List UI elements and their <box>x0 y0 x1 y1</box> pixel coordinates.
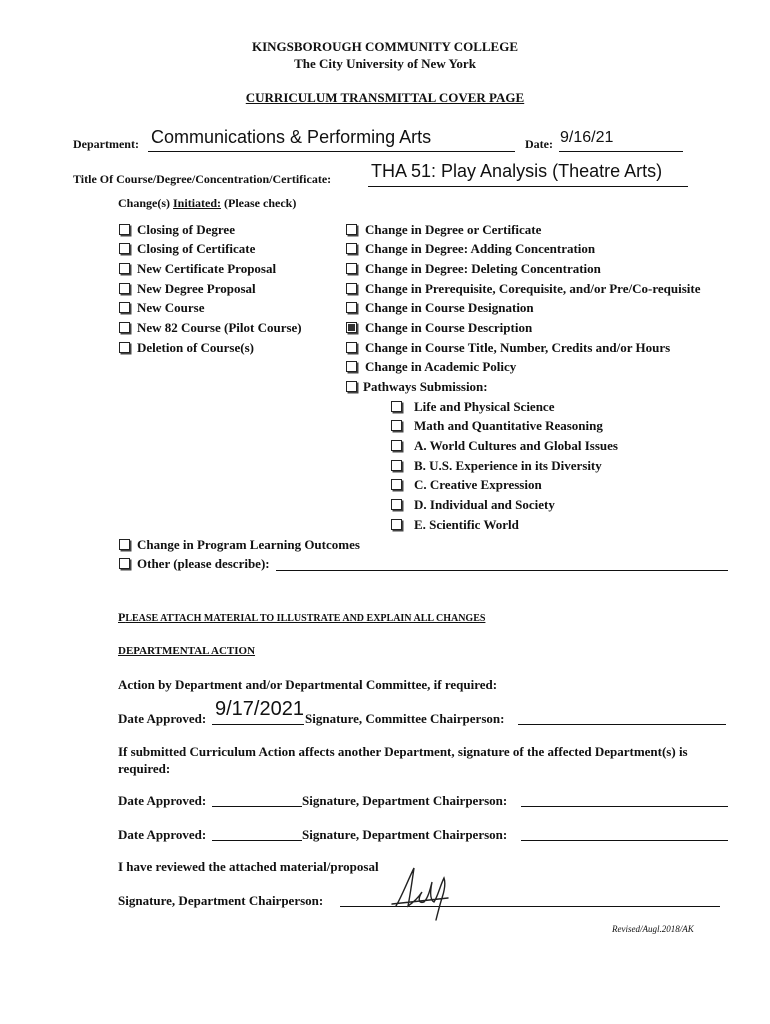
department-label: Department: <box>73 137 139 151</box>
date-label: Date: <box>525 137 553 151</box>
checkbox-scientific-world[interactable] <box>391 519 402 530</box>
course-title-line <box>368 186 688 187</box>
label-new-certificate: New Certificate Proposal <box>137 261 277 276</box>
other-describe-line[interactable] <box>276 570 728 571</box>
college-name: KINGSBOROUGH COMMUNITY COLLEGE <box>251 39 519 54</box>
label-us-experience: B. U.S. Experience in its Diversity <box>414 458 602 473</box>
checkbox-deletion-course[interactable] <box>119 342 130 353</box>
checkbox-new-82-course[interactable] <box>119 322 130 333</box>
label-individual-society: D. Individual and Society <box>414 497 555 512</box>
dept-chair-signature-label-2: Signature, Department Chairperson: <box>302 827 508 842</box>
checkbox-prerequisite[interactable] <box>346 283 357 294</box>
handwritten-signature <box>388 862 460 926</box>
changes-heading: Change(s) Initiated: (Please check) <box>118 196 297 210</box>
label-academic-policy: Change in Academic Policy <box>365 359 517 374</box>
checkbox-deleting-concentration[interactable] <box>346 263 357 274</box>
checkbox-program-learning-outcomes[interactable] <box>119 539 130 550</box>
label-other: Other (please describe): <box>137 556 270 571</box>
label-creative-expression: C. Creative Expression <box>414 477 542 492</box>
label-closing-degree: Closing of Degree <box>137 222 235 237</box>
label-prerequisite: Change in Prerequisite, Corequisite, and/or Pre/Co-requisite <box>365 281 701 296</box>
departmental-action-heading: DEPARTMENTAL ACTION <box>118 645 256 657</box>
checkbox-pathways-submission[interactable] <box>346 381 357 392</box>
affects-department-note: If submitted Curriculum Action affects another Department, signature of the affected Department(s) is required: <box>118 744 688 776</box>
checkbox-other[interactable] <box>119 558 130 569</box>
reviewed-note: I have reviewed the attached material/proposal <box>118 859 379 874</box>
label-deleting-concentration: Change in Degree: Deleting Concentration <box>365 261 601 276</box>
checkbox-course-designation[interactable] <box>346 302 357 313</box>
dept-chair-signature-line-1[interactable] <box>521 806 728 807</box>
date-approved-line-3[interactable] <box>212 840 302 841</box>
course-title-value[interactable]: THA 51: Play Analysis (Theatre Arts) <box>371 161 663 181</box>
dept-chair-signature-line-2[interactable] <box>521 840 728 841</box>
date-line <box>559 151 683 152</box>
checkbox-course-description[interactable] <box>346 322 357 333</box>
checkbox-closing-certificate[interactable] <box>119 243 130 254</box>
checkbox-life-physical-science[interactable] <box>391 401 402 412</box>
date-approved-label-2: Date Approved: <box>118 793 207 808</box>
checkbox-change-degree-certificate[interactable] <box>346 224 357 235</box>
label-closing-certificate: Closing of Certificate <box>137 241 256 256</box>
date-value[interactable]: 9/16/21 <box>560 129 614 146</box>
label-world-cultures: A. World Cultures and Global Issues <box>414 438 618 453</box>
checkbox-new-degree[interactable] <box>119 283 130 294</box>
checkbox-math-quantitative[interactable] <box>391 420 402 431</box>
checkbox-new-course[interactable] <box>119 302 130 313</box>
date-approved-line-1 <box>212 724 304 725</box>
label-new-degree: New Degree Proposal <box>137 281 256 296</box>
checkbox-academic-policy[interactable] <box>346 361 357 372</box>
university-name: The City University of New York <box>294 56 476 71</box>
label-adding-concentration: Change in Degree: Adding Concentration <box>365 241 596 256</box>
department-value[interactable]: Communications & Performing Arts <box>151 127 432 147</box>
committee-signature-line[interactable] <box>518 724 726 725</box>
course-title-label: Title Of Course/Degree/Concentration/Certificate: <box>73 172 332 186</box>
committee-signature-label: Signature, Committee Chairperson: <box>305 711 505 726</box>
attach-material-note: PLEASE ATTACH MATERIAL TO ILLUSTRATE AND EXPLAIN ALL CHANGES <box>118 610 486 624</box>
label-scientific-world: E. Scientific World <box>414 517 519 532</box>
date-approved-line-2[interactable] <box>212 806 302 807</box>
checkbox-creative-expression[interactable] <box>391 479 402 490</box>
label-deletion-course: Deletion of Course(s) <box>137 340 254 355</box>
label-change-degree-certificate: Change in Degree or Certificate <box>365 222 542 237</box>
checkbox-world-cultures[interactable] <box>391 440 402 451</box>
department-line <box>148 151 515 152</box>
form-title: CURRICULUM TRANSMITTAL COVER PAGE <box>245 90 525 105</box>
label-new-82-course: New 82 Course (Pilot Course) <box>137 320 302 335</box>
revised-note: Revised/Augl.2018/AK <box>612 924 694 934</box>
date-approved-label-3: Date Approved: <box>118 827 207 842</box>
action-intro: Action by Department and/or Departmental Committee, if required: <box>118 677 498 692</box>
checkbox-new-certificate[interactable] <box>119 263 130 274</box>
checkbox-us-experience[interactable] <box>391 460 402 471</box>
label-course-description: Change in Course Description <box>365 320 533 335</box>
date-approved-label-1: Date Approved: <box>118 711 207 726</box>
checkbox-adding-concentration[interactable] <box>346 243 357 254</box>
label-course-title-number: Change in Course Title, Number, Credits and/or Hours <box>365 340 671 355</box>
label-new-course: New Course <box>137 300 205 315</box>
label-course-designation: Change in Course Designation <box>365 300 534 315</box>
final-signature-label: Signature, Department Chairperson: <box>118 893 324 908</box>
date-approved-value-1[interactable]: 9/17/2021 <box>215 698 304 720</box>
label-program-learning-outcomes: Change in Program Learning Outcomes <box>137 537 360 552</box>
checkbox-individual-society[interactable] <box>391 499 402 510</box>
label-pathways-submission: Pathways Submission: <box>363 379 488 394</box>
checkbox-closing-degree[interactable] <box>119 224 130 235</box>
checkbox-course-title-number[interactable] <box>346 342 357 353</box>
dept-chair-signature-label-1: Signature, Department Chairperson: <box>302 793 508 808</box>
label-life-physical-science: Life and Physical Science <box>414 399 555 414</box>
label-math-quantitative: Math and Quantitative Reasoning <box>414 418 603 433</box>
